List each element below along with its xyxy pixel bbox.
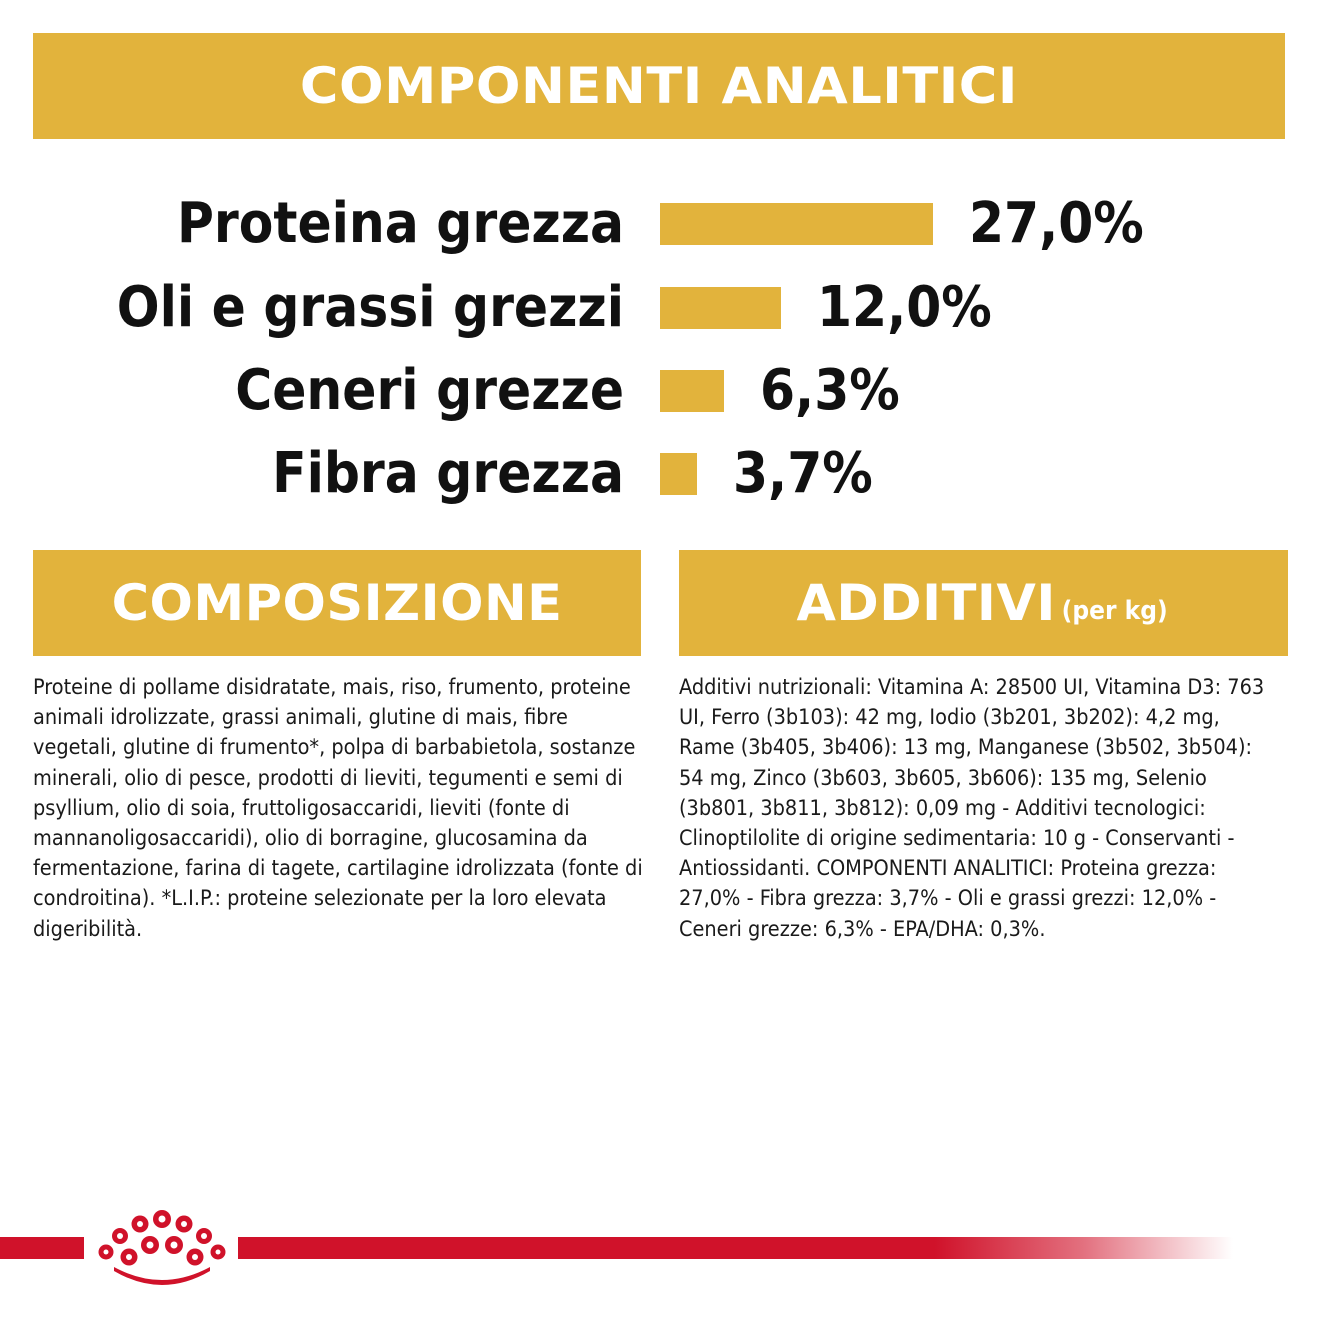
analysis-bar	[660, 203, 933, 245]
analysis-bar	[660, 370, 724, 412]
section-header-analytical	[33, 33, 1285, 139]
brand-line-right	[238, 1237, 1233, 1259]
analysis-label: Fibra grezza	[272, 441, 624, 506]
analysis-row	[0, 181, 1320, 267]
royal-canin-crown-icon	[92, 1205, 232, 1285]
section-title: COMPONENTI ANALITICI	[300, 57, 1018, 115]
brand-line-left	[0, 1237, 84, 1259]
analysis-label: Oli e grassi grezzi	[116, 275, 624, 340]
analysis-row	[0, 348, 1320, 434]
analysis-value: 6,3%	[760, 358, 900, 423]
analysis-row	[0, 265, 1320, 351]
section-title: COMPOSIZIONE	[111, 574, 563, 632]
section-header-composition	[33, 550, 641, 656]
section-title: ADDITIVI	[796, 574, 1057, 632]
additives-text: Additivi nutrizionali: Vitamina A: 28500 UI, Vitamina D3: 763 UI, Ferro (3b103): 42 mg, Iodio (3b201, 3b202): 4,2 mg, Rame (3b405, 3b406): 13 mg, Manganese (3b502, 3b504): 54 mg, Zinco (3b603, 3b605, 3b606): 135 mg, Selenio (3b801, 3b811, 3b812): 0,09 mg - Additivi tecnologici: Clinoptilolite di origine sedimentaria: 10 g - Conservanti - Antiossidanti. COMPONENTI ANALITICI: Proteina grezza: 27,0% - Fibra grezza: 3,7% - Oli e grassi grezzi: 12,0% - Ceneri grezze: 6,3% - EPA/DHA: 0,3%.	[679, 675, 1265, 942]
analysis-value: 3,7%	[733, 441, 873, 506]
composition-text: Proteine di pollame disidratate, mais, riso, frumento, proteine animali idrolizzate, grassi animali, glutine di mais, fibre vegetali, glutine di frumento*, polpa di barbabietola, sostanze minerali, olio di pesce, prodotti di lieviti, tegumenti e semi di psyllium, olio di soia, fruttoligosaccaridi, lieviti (fonte di mannanoligosaccaridi), olio di borragine, glucosamina da fermentazione, farina di tagete, cartilagine idrolizzata (fonte di condroitina). *L.I.P.: proteine selezionate per la loro elevata digeribilità.	[33, 675, 643, 942]
analysis-label: Proteina grezza	[176, 191, 624, 256]
analysis-value: 12,0%	[817, 275, 992, 340]
analysis-label: Ceneri grezze	[235, 358, 624, 423]
analysis-row	[0, 431, 1320, 517]
section-header-additives	[679, 550, 1288, 656]
section-subtitle: (per kg)	[1061, 596, 1168, 626]
analysis-bar	[660, 453, 697, 495]
analysis-value: 27,0%	[969, 191, 1144, 256]
analysis-bar	[660, 287, 781, 329]
